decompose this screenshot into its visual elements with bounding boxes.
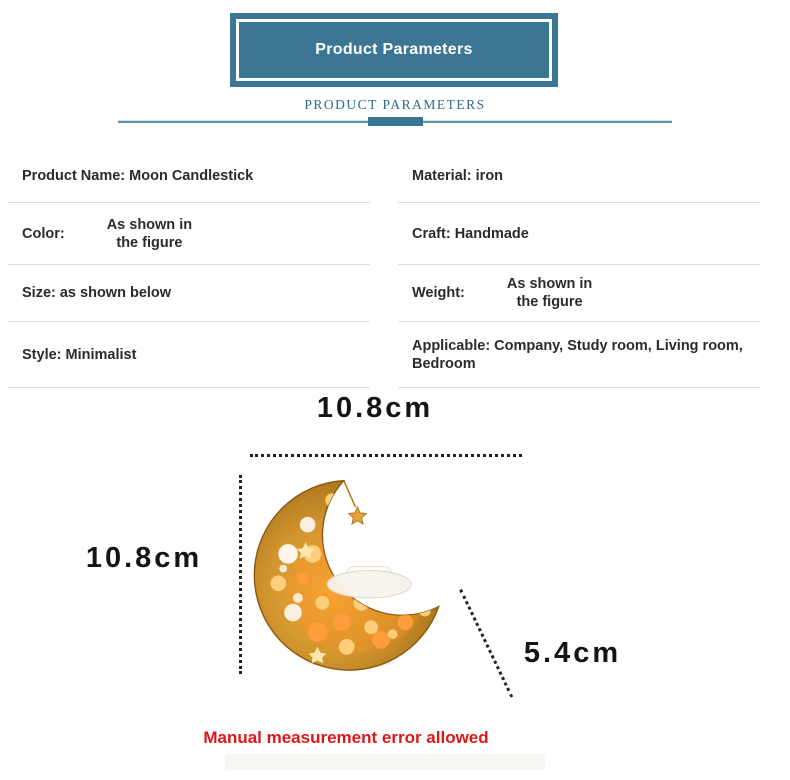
spec-text: Style: Minimalist: [22, 346, 137, 363]
banner: [230, 13, 558, 87]
spec-label: Color:: [22, 225, 65, 242]
spec-text: Size: as shown below: [22, 285, 172, 301]
banner-title: Product Parameters: [315, 41, 473, 58]
bottom-ghost-band: [225, 754, 545, 770]
spec-value-line: the figure: [516, 294, 583, 310]
moon-candlestick-image: [249, 466, 464, 681]
spec-row-weight: [398, 265, 760, 322]
spec-text: Material: iron: [412, 168, 504, 184]
spec-row-craft: [398, 203, 760, 265]
hanging-star: [344, 481, 366, 524]
dimension-label-depth: 5.4cm: [523, 637, 622, 669]
dimension-label-width: 10.8cm: [316, 392, 434, 424]
spec-value-line: the figure: [116, 234, 183, 251]
title-rule-center-block: [368, 117, 423, 126]
spec-row-product-name: [8, 150, 370, 203]
spec-column-left: [8, 150, 370, 388]
measurement-note: Manual measurement error allowed: [203, 728, 489, 747]
spec-value-line: As shown in: [506, 276, 593, 292]
banner-frame: [236, 19, 552, 81]
spec-value: [107, 216, 192, 252]
dimension-line-horizontal: [250, 454, 522, 457]
spec-row-material: [398, 150, 760, 203]
spec-text: Applicable: Company, Study room, Living room, Bedroom: [412, 337, 743, 372]
spec-text: Product Name: Moon Candlestick: [22, 168, 254, 184]
spec-value-line: As shown in: [106, 216, 193, 233]
spec-label: Weight:: [412, 285, 465, 301]
spec-row-applicable: [398, 322, 760, 388]
spec-text: Craft: Handmade: [412, 225, 529, 242]
spec-row-color: [8, 203, 370, 265]
spec-row-size: [8, 265, 370, 322]
subtitle: PRODUCT PARAMETERS: [304, 97, 486, 112]
dimension-label-height: 10.8cm: [85, 542, 203, 574]
spec-row-style: [8, 322, 370, 388]
spec-column-right: [398, 150, 760, 388]
dimension-line-vertical: [239, 475, 242, 674]
spec-value: [507, 275, 592, 311]
candle: [327, 567, 411, 598]
